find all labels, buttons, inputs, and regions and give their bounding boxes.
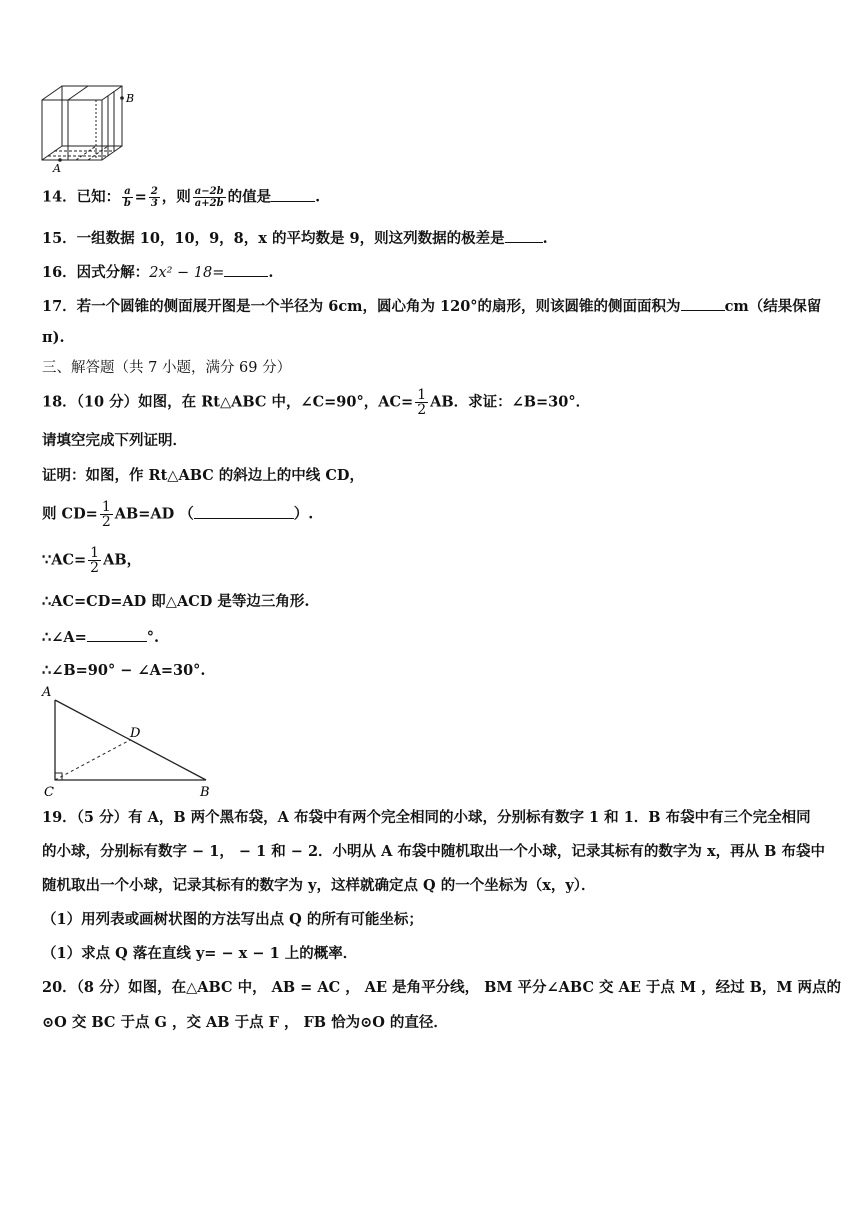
cube-figure bbox=[36, 78, 140, 174]
triangle-label-d: D bbox=[130, 726, 141, 741]
q18-proof-line-3: ∵AC= $\frac{1}{2}$ AB， bbox=[42, 545, 142, 576]
question-19-part-2: （1）求点 Q 落在直线 y= − x − 1 上的概率． bbox=[42, 945, 358, 962]
question-15: 15．一组数据 10，10，9，8，x 的平均数是 9，则这列数据的极差是 . bbox=[42, 230, 548, 247]
q18-proof-line-1: 证明：如图，作 Rt△ABC 的斜边上的中线 CD， bbox=[42, 467, 364, 484]
question-20-line-2: ⊙O 交 BC 于点 G ，交 AB 于点 F ， FB 恰为⊙O 的直径． bbox=[42, 1014, 448, 1031]
question-14: 14．已知： $\frac{a}{b}$ = $\frac{2}{3}$ ，则 $\frac{a-2b}{a+2b}$ 的值是 . bbox=[42, 186, 321, 209]
question-19-line-2: 的小球，分别标有数字 − 1， − 1 和 − 2．小明从 A 布袋中随机取出一个小球，记录其标有的数字为 x，再从 B 布袋中 bbox=[42, 843, 825, 860]
triangle-label-c: C bbox=[44, 785, 54, 800]
answer-blank bbox=[681, 296, 725, 311]
question-18: 18．（10 分）如图，在 Rt△ABC 中，∠C=90°，AC= $\frac{1}{2}$ AB．求证：∠B=30°． bbox=[42, 387, 591, 418]
answer-blank bbox=[87, 627, 147, 642]
fraction-one-half: $\frac{1}{2}$ bbox=[90, 545, 100, 576]
question-20-line-1: 20．（8 分）如图，在△ABC 中， AB = AC ， AE 是角平分线， BM 平分∠ABC 交 AE 于点 M ，经过 B，M 两点的 bbox=[42, 979, 841, 996]
answer-blank bbox=[505, 228, 543, 243]
section-three-title: 三、解答题（共 7 小题，满分 69 分） bbox=[42, 360, 292, 376]
fraction-one-half: $\frac{1}{2}$ bbox=[101, 499, 111, 530]
cube-label-a: A bbox=[53, 162, 61, 174]
cube-label-b: B bbox=[126, 92, 135, 105]
triangle-label-a: A bbox=[42, 685, 52, 700]
q18-proof-line-6: ∴∠B=90° − ∠A=30°. bbox=[42, 662, 206, 679]
question-17-continued: π). bbox=[42, 329, 65, 346]
q18-proof-line-4: ∴AC=CD=AD 即△ACD 是等边三角形. bbox=[42, 593, 310, 610]
question-19-line-3: 随机取出一个小球，记录其标有的数字为 y，这样就确定点 Q 的一个坐标为（x，y）． bbox=[42, 877, 596, 894]
fraction-expression: $\frac{a-2b}{a+2b}$ bbox=[194, 186, 224, 209]
question-19-part-1: （1）用列表或画树状图的方法写出点 Q 的所有可能坐标； bbox=[42, 911, 423, 928]
triangle-figure bbox=[38, 684, 218, 802]
fraction-one-half: $\frac{1}{2}$ bbox=[417, 387, 427, 418]
fraction-2-over-3: $\frac{2}{3}$ bbox=[150, 186, 158, 209]
answer-blank bbox=[194, 504, 294, 519]
answer-blank bbox=[224, 262, 268, 277]
question-16: 16．因式分解：2x² − 18= . bbox=[42, 264, 274, 281]
answer-blank bbox=[271, 187, 315, 202]
triangle-label-b: B bbox=[200, 785, 210, 800]
question-17: 17．若一个圆锥的侧面展开图是一个半径为 6cm，圆心角为 120°的扇形，则该圆锥的侧面面积为 cm（结果保留 bbox=[42, 298, 822, 315]
q18-proof-line-5: ∴∠A= °. bbox=[42, 629, 160, 646]
q18-instruction: 请填空完成下列证明． bbox=[42, 432, 187, 449]
fraction-a-over-b: $\frac{a}{b}$ bbox=[123, 186, 131, 209]
q18-proof-line-2: 则 CD= $\frac{1}{2}$ AB=AD （ ）. bbox=[42, 499, 314, 530]
question-19-line-1: 19．（5 分）有 A，B 两个黑布袋，A 布袋中有两个完全相同的小球，分别标有数字 1 和 1．B 布袋中有三个完全相同 bbox=[42, 809, 811, 826]
